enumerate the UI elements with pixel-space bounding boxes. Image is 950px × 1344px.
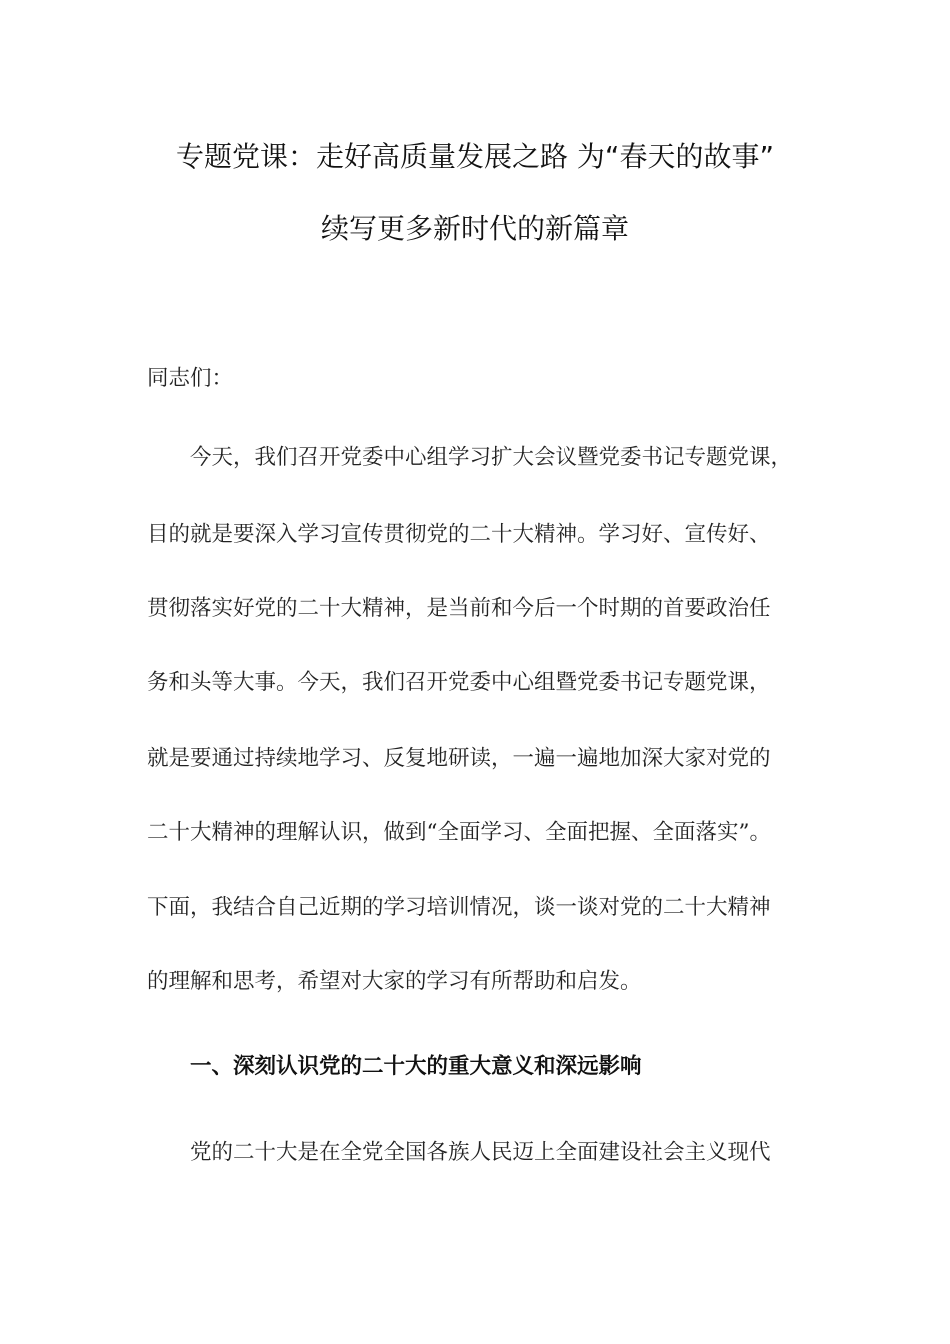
paragraph-1-line: 下面，我结合自己近期的学习培训情况，谈一谈对党的二十大精神 bbox=[147, 895, 771, 920]
paragraph-2-line: 党的二十大是在全党全国各族人民迈上全面建设社会主义现代 bbox=[190, 1140, 771, 1165]
document-title-line-1: 专题党课：走好高质量发展之路 为“春天的故事” bbox=[176, 140, 774, 173]
paragraph-1-line: 的理解和思考，希望对大家的学习有所帮助和启发。 bbox=[147, 969, 642, 994]
section-heading: 一、深刻认识党的二十大的重大意义和深远影响 bbox=[190, 1054, 642, 1079]
paragraph-1-line: 就是要通过持续地学习、反复地研读，一遍一遍地加深大家对党的 bbox=[147, 746, 771, 771]
paragraph-1-line: 务和头等大事。今天，我们召开党委中心组暨党委书记专题党课， bbox=[147, 670, 771, 695]
paragraph-1-line: 目的就是要深入学习宣传贯彻党的二十大精神。学习好、宣传好、 bbox=[147, 522, 771, 547]
document-title-line-2: 续写更多新时代的新篇章 bbox=[320, 212, 629, 245]
paragraph-1-line: 贯彻落实好党的二十大精神，是当前和今后一个时期的首要政治任 bbox=[147, 596, 771, 621]
paragraph-1-line: 今天，我们召开党委中心组学习扩大会议暨党委书记专题党课， bbox=[190, 445, 793, 470]
salutation: 同志们： bbox=[147, 366, 234, 391]
paragraph-1-line: 二十大精神的理解认识，做到“全面学习、全面把握、全面落实”。 bbox=[147, 820, 771, 845]
